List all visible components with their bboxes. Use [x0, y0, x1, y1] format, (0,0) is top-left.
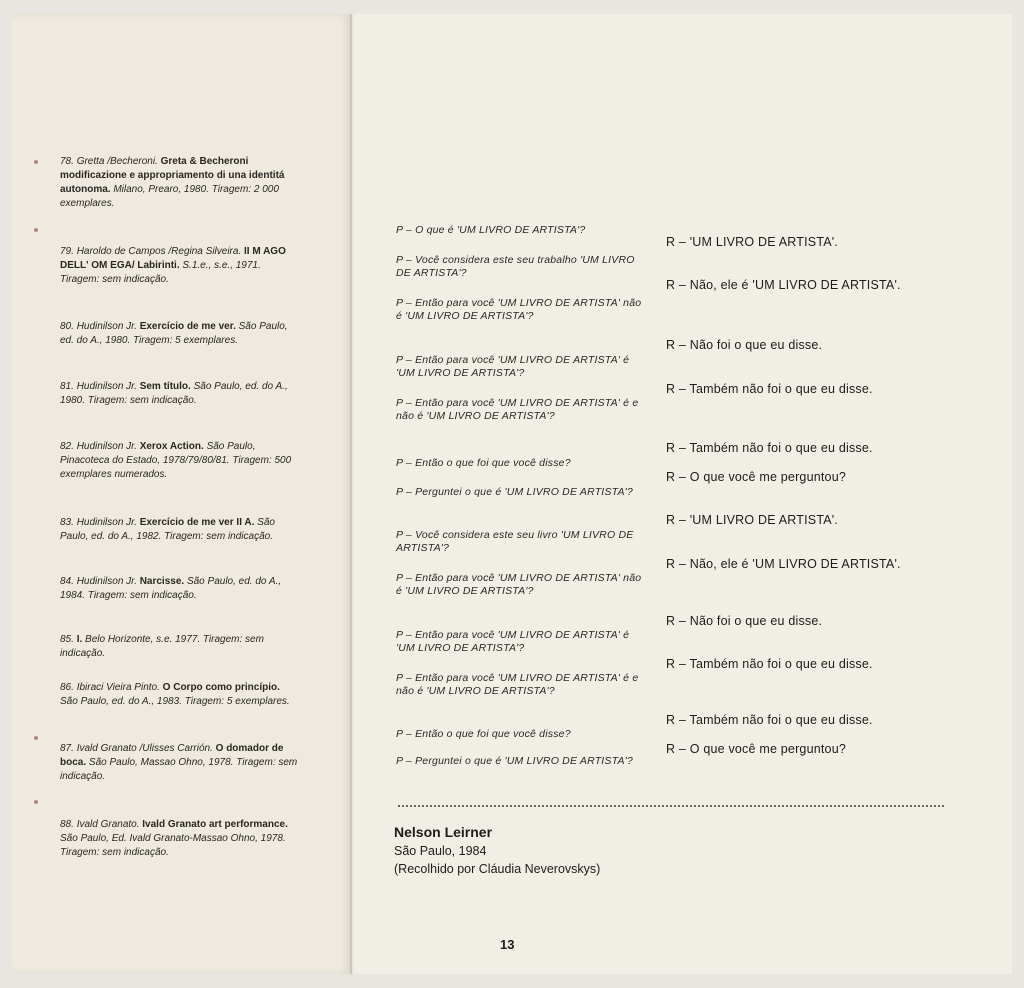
binding-hole — [34, 160, 38, 164]
binding-hole — [34, 736, 38, 740]
entry-number: 82. — [60, 441, 74, 452]
question-line: P – Então para você 'UM LIVRO DE ARTISTA' é 'UM LIVRO DE ARTISTA'? — [396, 629, 630, 654]
entry-number: 84. — [60, 576, 74, 587]
entry-title: Ivald Granato art performance. — [142, 819, 288, 830]
entry-title: O domador de boca. — [60, 743, 284, 768]
catalog-entry-83 — [60, 516, 300, 544]
entry-details: São Paulo, Pinacoteca do Estado, 1978/79/80/81. Tiragem: 500 exemplares numerados. — [60, 441, 292, 480]
entry-title: II M AGO DELL' OM EGA/ Labirinti. — [60, 246, 286, 271]
question-line: P – Então para você 'UM LIVRO DE ARTISTA' não é 'UM LIVRO DE ARTISTA'? — [396, 572, 642, 597]
answer-line: R – O que você me perguntou? — [666, 742, 847, 756]
credit-collected-by: (Recolhido por Cláudia Neverovskys) — [394, 862, 601, 876]
answer-line: R – 'UM LIVRO DE ARTISTA'. — [666, 513, 839, 527]
answer-line: R – Também não foi o que eu disse. — [666, 382, 873, 396]
credit-name: Nelson Leirner — [394, 824, 493, 840]
catalog-entry-88 — [60, 818, 300, 860]
binding-hole — [34, 800, 38, 804]
answer-line: R – 'UM LIVRO DE ARTISTA'. — [666, 235, 839, 249]
entry-author: Gretta /Becheroni. — [76, 156, 158, 167]
entry-details: São Paulo, Ed. Ivald Granato-Massao Ohno, 1978. Tiragem: sem indicação. — [60, 833, 286, 858]
catalog-entry-87 — [60, 742, 300, 784]
catalog-entry-82 — [60, 440, 300, 482]
entry-details: São Paulo, ed. do A., 1980. Tiragem: 5 exemplares. — [60, 321, 288, 346]
entry-author: Ibiraci Vieira Pinto. — [76, 682, 160, 693]
answer-line: R – Não, ele é 'UM LIVRO DE ARTISTA'. — [666, 278, 901, 292]
question-line: P – Então para você 'UM LIVRO DE ARTISTA' não é 'UM LIVRO DE ARTISTA'? — [396, 297, 642, 322]
binding-hole — [34, 228, 38, 232]
answer-line: R – Não, ele é 'UM LIVRO DE ARTISTA'. — [666, 557, 901, 571]
entry-number: 78. — [60, 156, 74, 167]
catalog-entry-86 — [60, 681, 300, 709]
entry-details: São Paulo, Massao Ohno, 1978. Tiragem: sem indicação. — [60, 757, 298, 782]
catalog-entry-78 — [60, 155, 300, 211]
question-line: P – Você considera este seu livro 'UM LIVRO DE ARTISTA'? — [396, 529, 634, 554]
entry-title: Exercício de me ver. — [139, 321, 236, 332]
entry-number: 81. — [60, 381, 74, 392]
entry-author: Hudinilson Jr. — [76, 321, 137, 332]
question-line: P – O que é 'UM LIVRO DE ARTISTA'? — [396, 224, 586, 236]
entry-details: São Paulo, ed. do A., 1982. Tiragem: sem indicação. — [60, 517, 275, 542]
question-line: P – Então para você 'UM LIVRO DE ARTISTA' é 'UM LIVRO DE ARTISTA'? — [396, 354, 630, 379]
entry-author: Haroldo de Campos /Regina Silveira. — [76, 246, 242, 257]
catalog-entry-85 — [60, 633, 300, 661]
answer-line: R – Também não foi o que eu disse. — [666, 441, 873, 455]
question-line: P – Então para você 'UM LIVRO DE ARTISTA' é e não é 'UM LIVRO DE ARTISTA'? — [396, 397, 639, 422]
entry-number: 80. — [60, 321, 74, 332]
entry-details: São Paulo, ed. do A., 1980. Tiragem: sem indicação. — [60, 381, 288, 406]
entry-title: Sem título. — [139, 381, 191, 392]
question-line: P – Então para você 'UM LIVRO DE ARTISTA' é e não é 'UM LIVRO DE ARTISTA'? — [396, 672, 639, 697]
question-line: P – Perguntei o que é 'UM LIVRO DE ARTISTA'? — [396, 755, 633, 767]
catalog-entry-80 — [60, 320, 300, 348]
answer-line: R – Não foi o que eu disse. — [666, 614, 823, 628]
entry-number: 88. — [60, 819, 74, 830]
answer-line: R – O que você me perguntou? — [666, 470, 847, 484]
entry-title: Xerox Action. — [139, 441, 204, 452]
entry-title: Narcisse. — [139, 576, 185, 587]
entry-author: Hudinilson Jr. — [76, 576, 137, 587]
question-line: P – Então o que foi que você disse? — [396, 728, 571, 740]
entry-title: O Corpo como princípio. — [162, 682, 280, 693]
catalog-entry-84 — [60, 575, 300, 603]
entry-number: 83. — [60, 517, 74, 528]
credit-city-year: São Paulo, 1984 — [394, 844, 487, 858]
entry-author: Hudinilson Jr. — [76, 517, 137, 528]
entry-details: Milano, Prearo, 1980. Tiragem: 2 000 exemplares. — [60, 184, 279, 209]
answer-line: R – Não foi o que eu disse. — [666, 338, 823, 352]
entry-number: 86. — [60, 682, 74, 693]
entry-details: S.1.e., s.e., 1971. Tiragem: sem indicação. — [60, 260, 261, 285]
question-line: P – Então o que foi que você disse? — [396, 457, 571, 469]
question-line: P – Perguntei o que é 'UM LIVRO DE ARTISTA'? — [396, 486, 633, 498]
entry-details: São Paulo, ed. do A., 1983. Tiragem: 5 exemplares. — [60, 696, 290, 707]
entry-title: I. — [76, 634, 83, 645]
entry-author: Hudinilson Jr. — [76, 381, 137, 392]
entry-number: 79. — [60, 246, 74, 257]
entry-author: Hudinilson Jr. — [76, 441, 137, 452]
entry-details: São Paulo, ed. do A., 1984. Tiragem: sem indicação. — [60, 576, 282, 601]
entry-title: Greta & Becheroni modificazione e appropriamento di una identitá autonoma. — [60, 156, 285, 195]
entry-title: Exercício de me ver II A. — [139, 517, 255, 528]
catalog-entry-79 — [60, 245, 300, 287]
entry-author: Ivald Granato. — [76, 819, 140, 830]
page-number: 13 — [500, 937, 515, 952]
entry-number: 87. — [60, 743, 74, 754]
question-line: P – Você considera este seu trabalho 'UM LIVRO DE ARTISTA'? — [396, 254, 635, 279]
dotted-divider — [398, 805, 944, 807]
entry-number: 85. — [60, 634, 74, 645]
book-spine — [350, 14, 354, 974]
answer-line: R – Também não foi o que eu disse. — [666, 713, 873, 727]
entry-author: Ivald Granato /Ulisses Carrión. — [76, 743, 213, 754]
catalog-entry-81 — [60, 380, 300, 408]
entry-details: Belo Horizonte, s.e. 1977. Tiragem: sem indicação. — [60, 634, 264, 659]
answer-line: R – Também não foi o que eu disse. — [666, 657, 873, 671]
